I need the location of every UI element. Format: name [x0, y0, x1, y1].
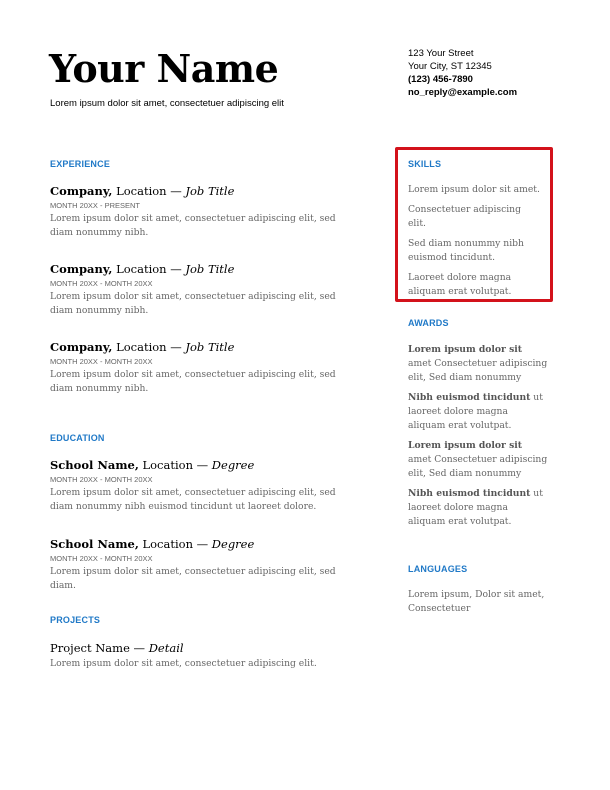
award-item [408, 439, 548, 481]
award-text: ut laoreet dolore magna aliquam erat volutpat. [408, 488, 543, 527]
entry-location: Location — [112, 262, 186, 276]
entry-role: Job Title [185, 340, 235, 354]
entry-description: Lorem ipsum dolor sit amet, consectetuer adipiscing elit, sed diam. [50, 566, 336, 591]
entry-org: Company, [50, 262, 113, 276]
entry-org: Company, [50, 184, 113, 198]
entry-date: MONTH 20XX - MONTH 20XX [50, 279, 153, 288]
entry-title [50, 536, 360, 552]
contact-block [408, 47, 517, 99]
entry-role: Job Title [185, 262, 235, 276]
entry-org: School Name, [50, 537, 139, 551]
experience-heading: EXPERIENCE [50, 159, 111, 169]
skill-item: Laoreet dolore magna aliquam erat volutpat. [408, 272, 512, 297]
entry-title [50, 457, 360, 473]
entry-date: MONTH 20XX - PRESENT [50, 201, 141, 210]
languages-text: Lorem ipsum, Dolor sit amet, Consectetuer [408, 589, 545, 614]
education-heading: EDUCATION [50, 433, 105, 443]
project-name: Project Name [50, 641, 130, 655]
projects-heading: PROJECTS [50, 615, 101, 625]
entry-date: MONTH 20XX - MONTH 20XX [50, 475, 153, 484]
languages-list [408, 588, 548, 622]
entry-org: Company, [50, 340, 113, 354]
entry-role: Degree [211, 537, 255, 551]
entry-description: Lorem ipsum dolor sit amet, consectetuer adipiscing elit. [50, 658, 317, 669]
entry-role: Job Title [185, 184, 235, 198]
award-item [408, 343, 548, 385]
skills-heading: SKILLS [408, 159, 442, 169]
contact-city: Your City, ST 12345 [408, 61, 492, 72]
award-item [408, 391, 548, 433]
skills-list [408, 183, 540, 305]
skill-item: Consectetuer adipiscing elit. [408, 204, 521, 229]
award-title: Nibh euismod tincidunt [408, 488, 531, 499]
award-title: Lorem ipsum dolor sit [408, 344, 522, 355]
education-entry [50, 536, 360, 593]
award-text: amet Consectetuer adipiscing elit, Sed diam nonummy [408, 454, 548, 479]
resume-name: Your Name [49, 46, 279, 91]
entry-org: School Name, [50, 458, 139, 472]
contact-street: 123 Your Street [408, 48, 474, 59]
entry-title [50, 640, 360, 656]
entry-description: Lorem ipsum dolor sit amet, consectetuer adipiscing elit, sed diam nonummy nibh. [50, 213, 336, 238]
project-entry [50, 640, 360, 671]
contact-phone: (123) 456-7890 [408, 74, 473, 85]
project-separator: — [129, 641, 149, 655]
entry-description: Lorem ipsum dolor sit amet, consectetuer adipiscing elit, sed diam nonummy nibh. [50, 291, 336, 316]
awards-list [408, 343, 548, 535]
experience-entry [50, 261, 360, 318]
entry-description: Lorem ipsum dolor sit amet, consectetuer adipiscing elit, sed diam nonummy nibh euismod tincidunt ut laoreet dolore. [50, 487, 336, 512]
languages-heading: LANGUAGES [408, 564, 468, 574]
contact-email[interactable]: no_reply@example.com [408, 87, 518, 98]
entry-location: Location — [138, 458, 212, 472]
award-title: Lorem ipsum dolor sit [408, 440, 522, 451]
entry-title [50, 183, 360, 199]
award-title: Nibh euismod tincidunt [408, 392, 531, 403]
entry-location: Location — [112, 184, 186, 198]
entry-title [50, 339, 360, 355]
entry-date: MONTH 20XX - MONTH 20XX [50, 357, 153, 366]
experience-entry [50, 183, 360, 240]
entry-title [50, 261, 360, 277]
entry-description: Lorem ipsum dolor sit amet, consectetuer adipiscing elit, sed diam nonummy nibh. [50, 369, 336, 394]
education-entry [50, 457, 360, 514]
award-text: amet Consectetuer adipiscing elit, Sed diam nonummy [408, 358, 548, 383]
entry-location: Location — [112, 340, 186, 354]
awards-heading: AWARDS [408, 318, 449, 328]
resume-tagline: Lorem ipsum dolor sit amet, consectetuer adipiscing elit [50, 98, 284, 109]
entry-location: Location — [138, 537, 212, 551]
award-text: ut laoreet dolore magna aliquam erat volutpat. [408, 392, 543, 431]
entry-role: Degree [211, 458, 255, 472]
experience-entry [50, 339, 360, 396]
project-detail: Detail [148, 641, 184, 655]
award-item [408, 487, 548, 529]
skill-item: Lorem ipsum dolor sit amet. [408, 184, 540, 195]
entry-date: MONTH 20XX - MONTH 20XX [50, 554, 153, 563]
skill-item: Sed diam nonummy nibh euismod tincidunt. [408, 238, 524, 263]
